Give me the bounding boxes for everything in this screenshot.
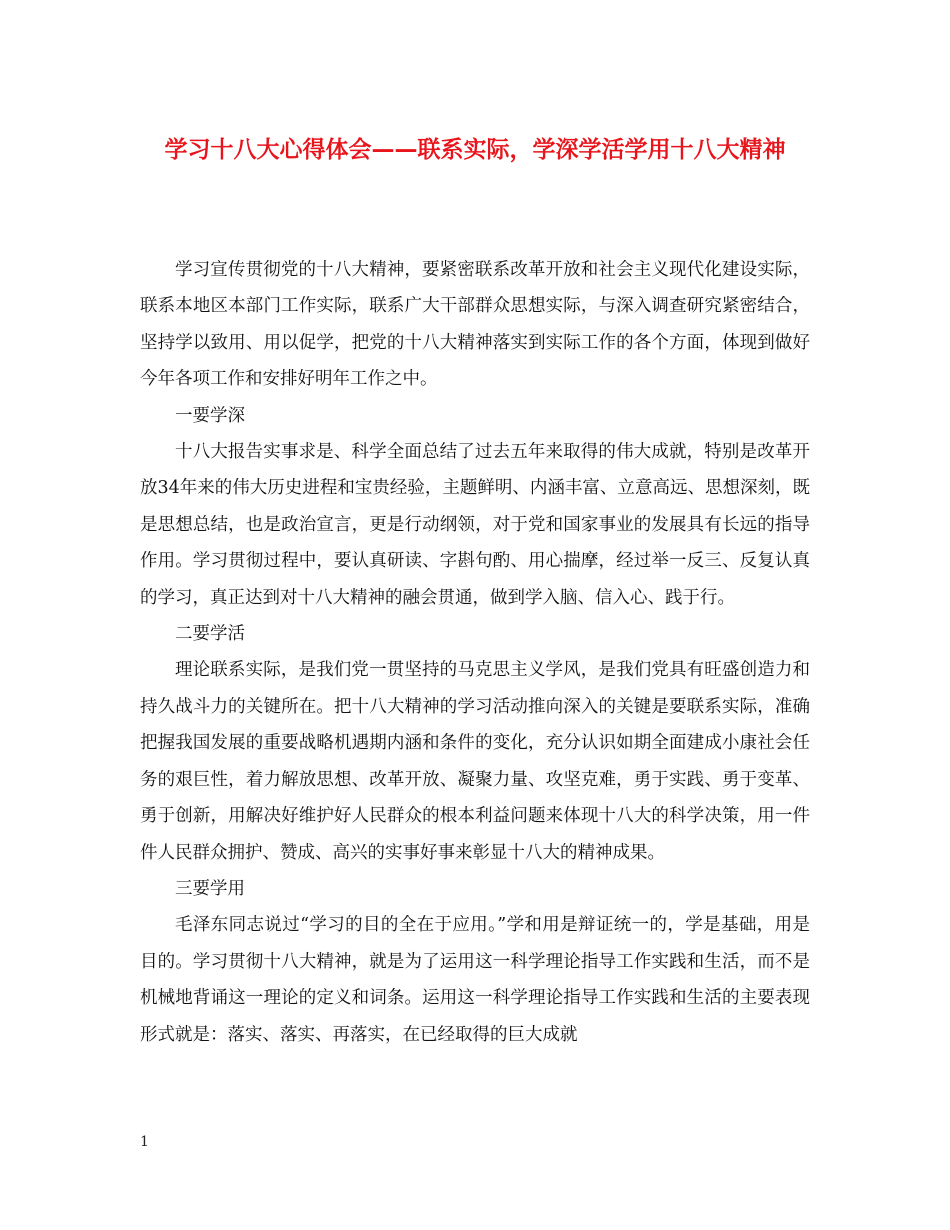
document-title: 学习十八大心得体会——联系实际，学深学活学用十八大精神 — [164, 137, 786, 163]
page-number: 1 — [140, 1134, 149, 1150]
section-heading-learn-apply: 三要学用 — [175, 878, 245, 899]
body-paragraph: 毛泽东同志说过“学习的目的全在于应用。”学和用是辩证统一的，学是基础，用是目的。学习贯彻十八大精神，就是为了运用这一科学理论指导工作实践和生活，而不是机械地背诵这一理论的定义和词条。运用这一科学理论指导工作实践和生活的主要表现形式就是：落实、落实、再落实，在已经取得的巨大成就 — [140, 915, 810, 1045]
body-paragraph: 理论联系实际，是我们党一贯坚持的马克思主义学风，是我们党具有旺盛创造力和持久战斗力的关键所在。把十八大精神的学习活动推向深入的关键是要联系实际，准确把握我国发展的重要战略机遇期内涵和条件的变化，充分认识如期全面建成小康社会任务的艰巨性，着力解放思想、改革开放、凝聚力量、攻坚克难，勇于实践、勇于变革、勇于创新，用解决好维护好人民群众的根本利益问题来体现十八大的科学决策，用一件件人民群众拥护、赞成、高兴的实事好事来彰显十八大的精神成果。 — [140, 660, 810, 863]
intro-paragraph: 学习宣传贯彻党的十八大精神，要紧密联系改革开放和社会主义现代化建设实际，联系本地区本部门工作实际，联系广大干部群众思想实际，与深入调查研究紧密结合，坚持学以致用、用以促学，把党的十八大精神落实到实际工作的各个方面，体现到做好今年各项工作和安排好明年工作之中。 — [140, 260, 810, 390]
body-paragraph: 十八大报告实事求是、科学全面总结了过去五年来取得的伟大成就，特别是改革开放34年来的伟大历史进程和宝贵经验，主题鲜明、内涵丰富、立意高远、思想深刻，既是思想总结，也是政治宣言，更是行动纲领，对于党和国家事业的发展具有长远的指导作用。学习贯彻过程中，要认真研读、字斟句酌、用心揣摩，经过举一反三、反复认真的学习，真正达到对十八大精神的融会贯通，做到学入脑、信入心、践于行。 — [140, 442, 810, 608]
section-heading-learn-flexibly: 二要学活 — [175, 624, 245, 645]
section-heading-learn-deep: 一要学深 — [175, 405, 245, 426]
document-body — [140, 252, 810, 1053]
